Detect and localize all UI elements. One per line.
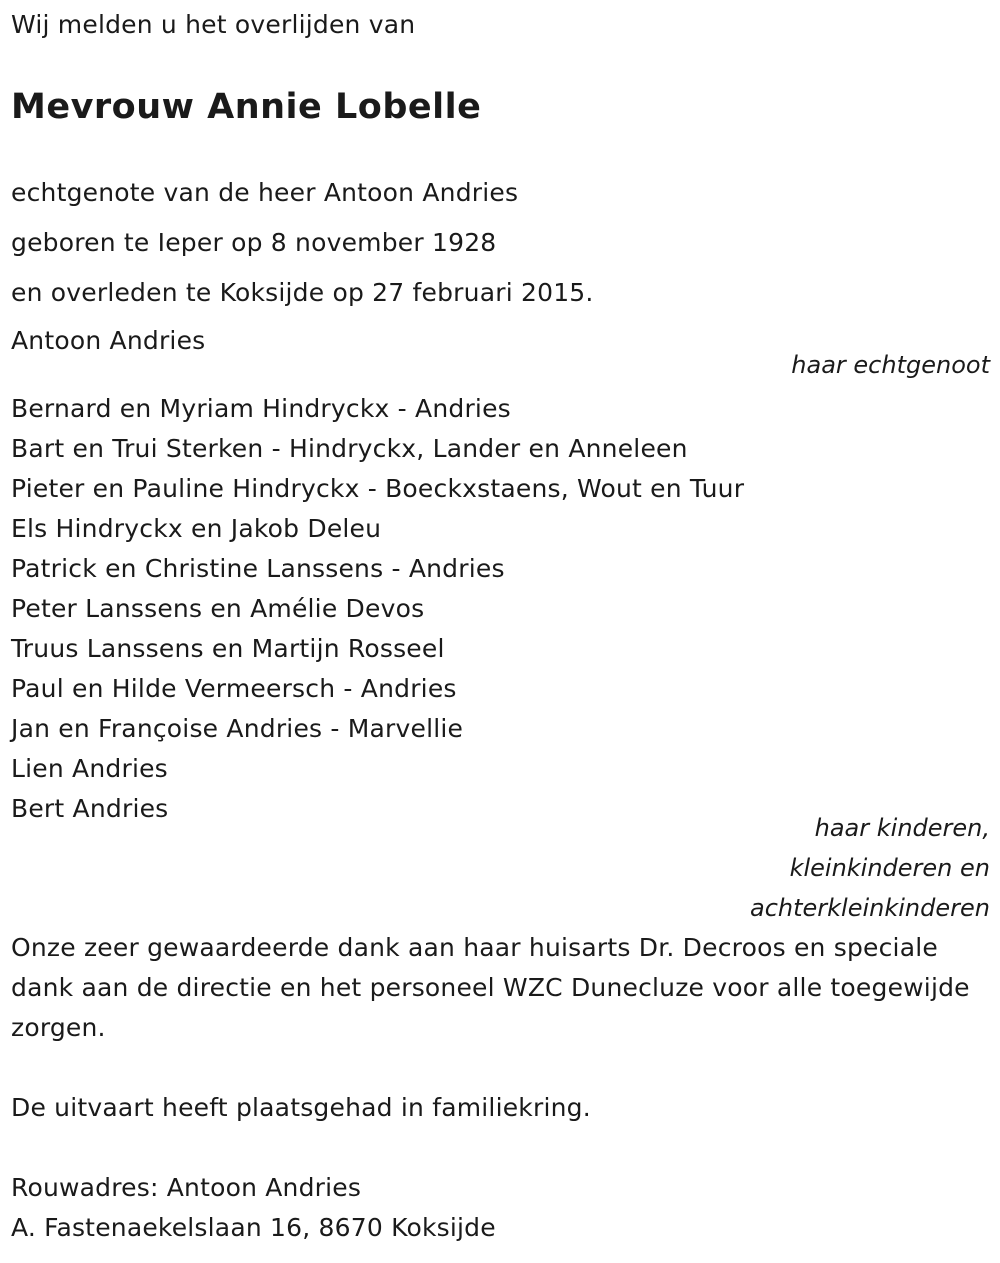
spouse-line: echtgenote van de heer Antoon Andries [11,178,519,207]
deceased-name: Mevrouw Annie Lobelle [11,87,482,127]
spouse-name: Antoon Andries [11,326,206,355]
spouse-role: haar echtgenoot [791,351,990,379]
family-member: Bert Andries [11,794,169,823]
family-list [11,389,744,829]
family-member: Truus Lanssens en Martijn Rosseel [11,634,445,663]
family-role-line: kleinkinderen en [789,854,990,882]
family-member: Els Hindryckx en Jakob Deleu [11,514,382,543]
family-member: Bernard en Myriam Hindryckx - Andries [11,394,511,423]
family-member: Paul en Hilde Vermeersch - Andries [11,674,457,703]
family-member: Pieter en Pauline Hindryckx - Boeckxstaens, Wout en Tuur [11,474,745,503]
intro-text: Wij melden u het overlijden van [11,10,416,39]
died-line: en overleden te Koksijde op 27 februari 2015. [11,278,594,307]
family-member: Patrick en Christine Lanssens - Andries [11,554,505,583]
born-line: geboren te Ieper op 8 november 1928 [11,228,497,257]
family-member: Jan en Françoise Andries - Marvellie [11,714,464,743]
family-member: Bart en Trui Sterken - Hindryckx, Lander en Anneleen [11,434,688,463]
family-role-line: haar kinderen, [814,814,990,842]
address-label: Rouwadres: Antoon Andries [11,1173,362,1202]
family-member: Peter Lanssens en Amélie Devos [11,594,425,623]
family-role-line: achterkleinkinderen [750,894,990,922]
address-line: A. Fastenaekelslaan 16, 8670 Koksijde [11,1213,496,1242]
family-member: Lien Andries [11,754,168,783]
funeral-note: De uitvaart heeft plaatsgehad in familiekring. [11,1093,591,1122]
thanks-paragraph: Onze zeer gewaardeerde dank aan haar huisarts Dr. Decroos en speciale dank aan de directie en het personeel WZC Dunecluze voor alle toegewijde zorgen. [11,933,970,1042]
